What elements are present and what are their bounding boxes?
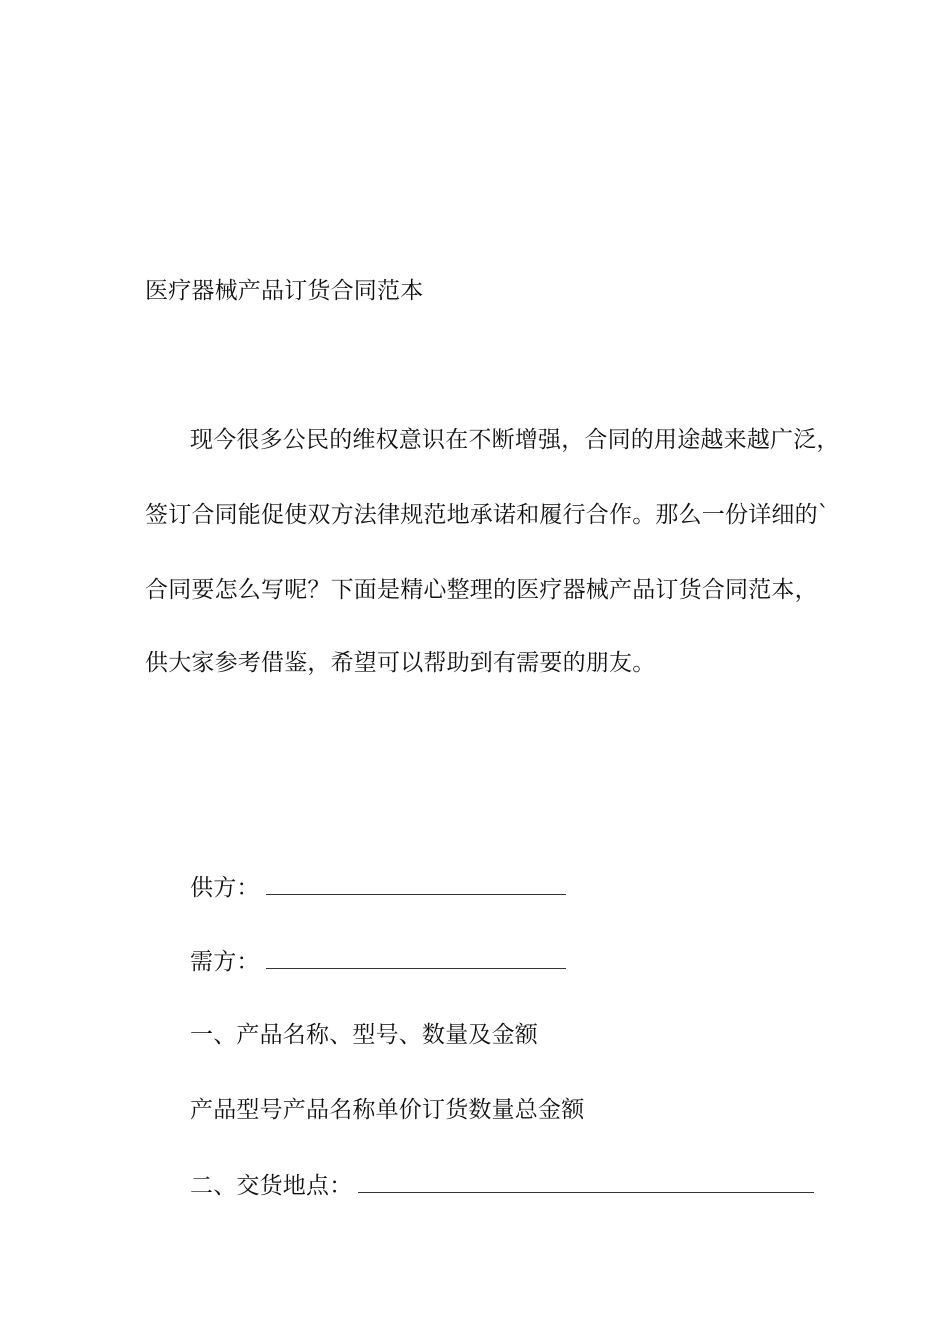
demand-blank-line (266, 946, 566, 969)
section-1-heading: 一、产品名称、型号、数量及金额 (190, 1022, 538, 1048)
demand-label: 需方： (190, 949, 260, 975)
intro-line-2: 签订合同能促使双方法律规范地承诺和履行合作。那么一份详细的` (145, 502, 830, 528)
supplier-field (190, 872, 566, 903)
intro-line-3: 合同要怎么写呢？下面是精心整理的医疗器械产品订货合同范本， (145, 577, 818, 603)
delivery-location-label: 二、交货地点： (190, 1173, 353, 1199)
demand-field (190, 946, 566, 977)
supplier-label: 供方： (190, 875, 260, 901)
document-title: 医疗器械产品订货合同范本 (145, 278, 424, 304)
intro-line-4: 供大家参考借鉴，希望可以帮助到有需要的朋友。 (145, 650, 656, 676)
delivery-location-blank-line (358, 1170, 814, 1193)
product-table-header: 产品型号产品名称单价订货数量总金额 (190, 1097, 585, 1123)
intro-line-1: 现今很多公民的维权意识在不断增强，合同的用途越来越广泛， (190, 427, 840, 453)
delivery-location-field (190, 1170, 814, 1201)
supplier-blank-line (266, 872, 566, 895)
